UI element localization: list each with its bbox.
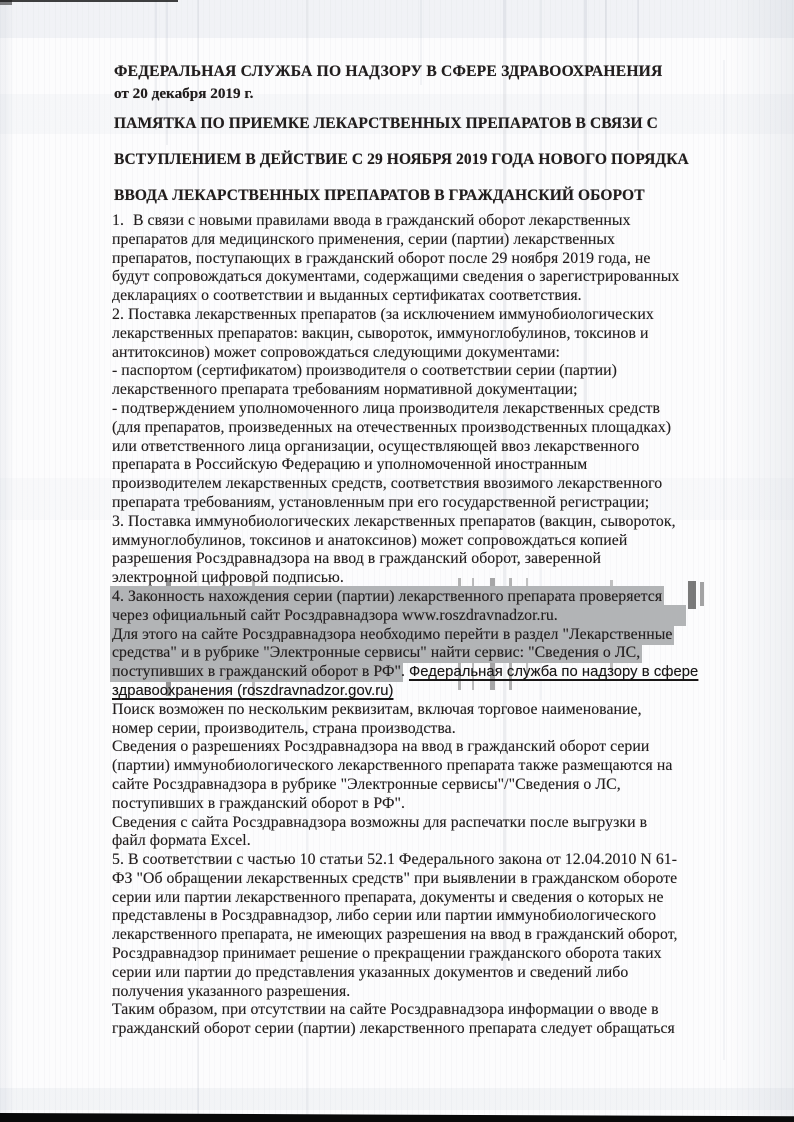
text-line xyxy=(112,757,698,776)
text-line xyxy=(112,814,698,833)
text-segment: или ответственного лица организации, осуществляющей ввоз лекарственного xyxy=(112,437,640,455)
text-line xyxy=(112,964,698,983)
text-line xyxy=(112,889,698,908)
text-line xyxy=(112,550,698,569)
text-segment: 5. В соответствии с частью 10 статьи 52.1 Федерального закона от 12.04.2010 N 61- xyxy=(112,851,678,869)
text-segment: электронной цифровой подписью. xyxy=(112,569,344,587)
document-date: от 20 декабря 2019 г. xyxy=(114,85,254,102)
text-line xyxy=(112,983,698,1002)
text-line xyxy=(112,926,698,945)
hyperlink-text[interactable]: здравоохранения (roszdravnadzor.gov.ru) xyxy=(112,682,394,699)
text-line xyxy=(112,231,698,250)
text-segment: - подтверждением уполномоченного лица производителя лекарственных средств xyxy=(112,399,660,417)
text-line xyxy=(112,569,698,588)
text-segment: лекарственных препаратов: вакцин, сывороток, иммуноглобулинов, токсинов и xyxy=(112,324,649,342)
highlighted-text: через официальный сайт Росздравнадзора www.roszdravnadzor.ru. xyxy=(112,607,684,624)
document-header xyxy=(114,62,662,104)
text-line xyxy=(112,701,698,720)
text-line xyxy=(112,738,698,757)
text-line xyxy=(112,776,698,795)
text-line xyxy=(112,287,698,306)
text-line xyxy=(112,306,698,325)
text-segment: Сведения о разрешениях Росздравнадзора на ввод в гражданский оборот серии xyxy=(112,738,650,756)
text-segment: . xyxy=(400,663,409,681)
text-line xyxy=(112,588,698,607)
text-segment: представлены в Росздравнадзор, либо серии или партии иммунобиологического xyxy=(112,907,657,925)
text-line xyxy=(112,663,698,682)
text-segment: 2. Поставка лекарственных препаратов (за исключением иммунобиологических xyxy=(112,305,654,323)
text-segment: декларациях о соответствии и выданных сертификатах соответствия. xyxy=(112,287,582,305)
text-segment: 1. xyxy=(112,212,124,229)
scan-artifact-bottom-bar xyxy=(0,1111,794,1122)
text-line xyxy=(112,682,698,701)
text-line xyxy=(112,607,698,626)
text-segment: ФЗ "Об обращении лекарственных средств" при выявлении в гражданском обороте xyxy=(112,869,678,887)
text-segment: Росздравнадзор принимает решение о прекращении гражданского оборота таких xyxy=(112,945,662,963)
text-line xyxy=(112,832,698,851)
scan-streak xyxy=(723,60,725,1060)
text-line xyxy=(112,907,698,926)
org-name: ФЕДЕРАЛЬНАЯ СЛУЖБА ПО НАДЗОРУ В СФЕРЕ ЗДРАВООХРАНЕНИЯ xyxy=(114,63,663,80)
scan-artifact-top-edge xyxy=(0,0,178,2)
scan-smudge xyxy=(700,582,704,606)
text-segment: (партии) иммунобиологического лекарственного препарата также размещаются на xyxy=(112,757,673,775)
text-line xyxy=(112,626,698,645)
text-segment: лекарственного препарата требованиям нормативной документации; xyxy=(112,381,578,399)
text-segment: гражданский оборот серии (партии) лекарственного препарата следует обращаться xyxy=(112,1020,675,1038)
text-segment: поступивших в гражданский оборот в РФ". xyxy=(112,794,405,812)
text-line xyxy=(112,795,698,814)
text-segment: В связи с новыми правилами ввода в гражданский оборот лекарственных xyxy=(132,212,631,229)
text-line xyxy=(112,851,698,870)
text-line xyxy=(112,438,698,457)
text-segment: антитоксинов) может сопровождаться следующими документами: xyxy=(112,343,560,361)
document-title-line: ПАМЯТКА ПО ПРИЕМКЕ ЛЕКАРСТВЕННЫХ ПРЕПАРАТОВ В СВЯЗИ С xyxy=(114,115,658,132)
scan-artifact-top-corner xyxy=(0,0,12,5)
text-line xyxy=(112,381,698,400)
text-segment: номер серии, производитель, страна производства. xyxy=(112,719,456,737)
text-line xyxy=(112,1020,698,1039)
highlighted-text: средства" и в рубрике "Электронные сервисы" найти сервис: "Сведения о ЛС, xyxy=(112,644,641,662)
document-body xyxy=(112,212,698,1039)
text-segment: - паспортом (сертификатом) производителя о соответствии серии (партии) xyxy=(112,362,617,380)
text-segment: производителем лекарственных средств, соответствия ввозимого лекарственного xyxy=(112,475,663,493)
text-segment: сайте Росздравнадзора в рубрике "Электронные сервисы"/"Сведения о ЛС, xyxy=(112,775,621,793)
text-line xyxy=(112,400,698,419)
text-line xyxy=(112,344,698,363)
text-segment: серии или партии лекарственного препарата, документы и сведения о которых не xyxy=(112,888,664,906)
text-line xyxy=(112,456,698,475)
text-line xyxy=(112,250,698,269)
text-segment: серии или партии до представления указанных документов и сведений либо xyxy=(112,963,629,981)
text-segment: Сведения с сайта Росздравнадзора возможны для распечатки после выгрузки в xyxy=(112,813,648,831)
document-title-line: ВСТУПЛЕНИЕМ В ДЕЙСТВИЕ С 29 НОЯБРЯ 2019 ГОДА НОВОГО ПОРЯДКА xyxy=(114,151,689,168)
text-line xyxy=(112,945,698,964)
text-line xyxy=(112,513,698,532)
document-title xyxy=(114,114,689,222)
text-segment: (для препаратов, произведенных на отечественных производственных площадках) xyxy=(112,418,672,436)
text-line xyxy=(112,644,698,663)
text-segment: разрешения Росздравнадзора на ввод в гражданский оборот, заверенной xyxy=(112,550,602,568)
text-segment: Таким образом, при отсутствии на сайте Росздравнадзора информации о вводе в xyxy=(112,1001,659,1019)
document-title-line: ВВОДА ЛЕКАРСТВЕННЫХ ПРЕПАРАТОВ В ГРАЖДАНСКИЙ ОБОРОТ xyxy=(114,187,645,204)
text-segment: препаратов для медицинского применения, серии (партии) лекарственных xyxy=(112,230,615,248)
hyperlink-text[interactable]: Федеральная служба по надзору в сфере xyxy=(408,664,699,681)
text-segment: препаратов, поступающих в гражданский оборот после 29 ноября 2019 года, не xyxy=(112,249,651,267)
text-line xyxy=(112,1001,698,1020)
text-segment: лекарственного препарата, не имеющих разрешения на ввод в гражданский оборот, xyxy=(112,926,678,944)
text-line xyxy=(112,419,698,438)
text-line xyxy=(112,494,698,513)
text-line xyxy=(112,870,698,889)
text-segment: препарата требованиям, установленным при его государственной регистрации; xyxy=(112,493,650,511)
text-line xyxy=(112,362,698,381)
highlighted-text: Для этого на сайте Росздравнадзора необходимо перейти в раздел "Лекарственные xyxy=(112,625,673,643)
highlighted-text: 4. Законность нахождения серии (партии) лекарственного препарата проверяется xyxy=(112,587,663,605)
text-line xyxy=(112,268,698,287)
text-line xyxy=(112,720,698,739)
text-line xyxy=(112,475,698,494)
text-line xyxy=(112,212,698,231)
text-segment: будут сопровождаться документами, содержащими сведения о зарегистрированных xyxy=(112,268,680,286)
text-segment: препарата в Российскую Федерацию и уполномоченной иностранным xyxy=(112,456,588,474)
text-segment: получения указанного разрешения. xyxy=(112,982,351,1000)
text-segment: Поиск возможен по нескольким реквизитам, включая торговое наименование, xyxy=(112,700,642,718)
text-line xyxy=(112,325,698,344)
text-segment: файл формата Excel. xyxy=(112,832,251,850)
text-segment: иммуноглобулинов, токсинов и анатоксинов) может сопровождаться копией xyxy=(112,531,628,549)
text-line xyxy=(112,532,698,551)
text-segment: 3. Поставка иммунобиологических лекарственных препаратов (вакцин, сывороток, xyxy=(112,512,676,530)
highlighted-text: поступивших в гражданский оборот в РФ" xyxy=(112,663,401,681)
